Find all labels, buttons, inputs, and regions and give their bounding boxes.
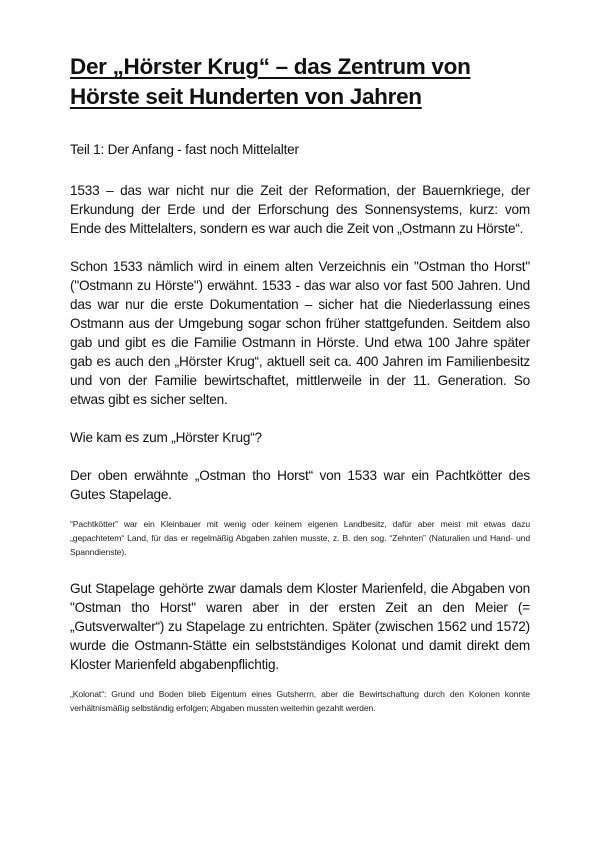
- paragraph-question: Wie kam es zum „Hörster Krug“?: [70, 430, 262, 445]
- paragraph-stapelage: Gut Stapelage gehörte zwar damals dem Kloster Marienfeld, die Abgaben von "Ostman tho Horst" waren aber in der ersten Zeit an den Meier (= „Gutsverwalter“) zu Stapelage zu entrichten. Später (zwischen 1562 und 1572) wurde die Ostmann-Stätte ein selbstständiges Kolonat und damit direkt dem Kloster Marienfeld abgabenpflichtig.: [70, 581, 530, 672]
- paragraph-first-record: Schon 1533 nämlich wird in einem alten Verzeichnis ein "Ostman tho Horst" ("Ostmann zu Hörste") erwähnt. 1533 - das war also vor fast 500 Jahren. Und das war nur die erste Dokumentation – sicher hat die Niederlassung eines Ostmann aus der Umgebung sogar schon früher stattgefunden. Seitdem also gab und gibt es die Familie Ostmann in Hörste. Und etwa 100 Jahre später gab es auch den „Hörster Krug“, aktuell seit ca. 400 Jahren im Familienbesitz und von der Familie bewirtschaftet, mittlerweile in der 11. Generation. So etwas gibt es sicher selten.: [70, 259, 530, 407]
- paragraph-1533: 1533 – das war nicht nur die Zeit der Reformation, der Bauernkriege, der Erkundung der Erde und der Erforschung des Sonnensystems, kurz: vom Ende des Mittelalters, sondern es war auch die Zeit von „Ostmann zu Hörste“.: [70, 183, 530, 236]
- document-content: [70, 52, 530, 715]
- section-subtitle: Teil 1: Der Anfang - fast noch Mittelalter: [70, 142, 299, 157]
- title-line-2: Hörste seit Hunderten von Jahren: [70, 84, 422, 109]
- title-line-1: Der „Hörster Krug“ – das Zentrum von: [70, 54, 471, 79]
- document-title: [70, 52, 530, 112]
- footnote-pachtkoetter: “Pachtkötter” war ein Kleinbauer mit wenig oder keinem eigenen Landbesitz, dafür aber meist mit etwas dazu „gepachtetem“ Land, für das er regelmäßig Abgaben zahlen musste, z. B. den sog. “Zehnten” (Naturalien und Hand- und Spanndienste).: [70, 519, 530, 557]
- paragraph-pachtkoetter: Der oben erwähnte „Ostman tho Horst“ von 1533 war ein Pachtkötter des Gutes Stapelage.: [70, 468, 530, 502]
- footnote-kolonat: „Kolonat“: Grund und Boden blieb Eigentum eines Gutsherrn, aber die Bewirtschaftung durch den Kolonen konnte verhältnismäßig selbständig erfolgen; Abgaben mussten weiterhin gezahlt werden.: [70, 689, 530, 713]
